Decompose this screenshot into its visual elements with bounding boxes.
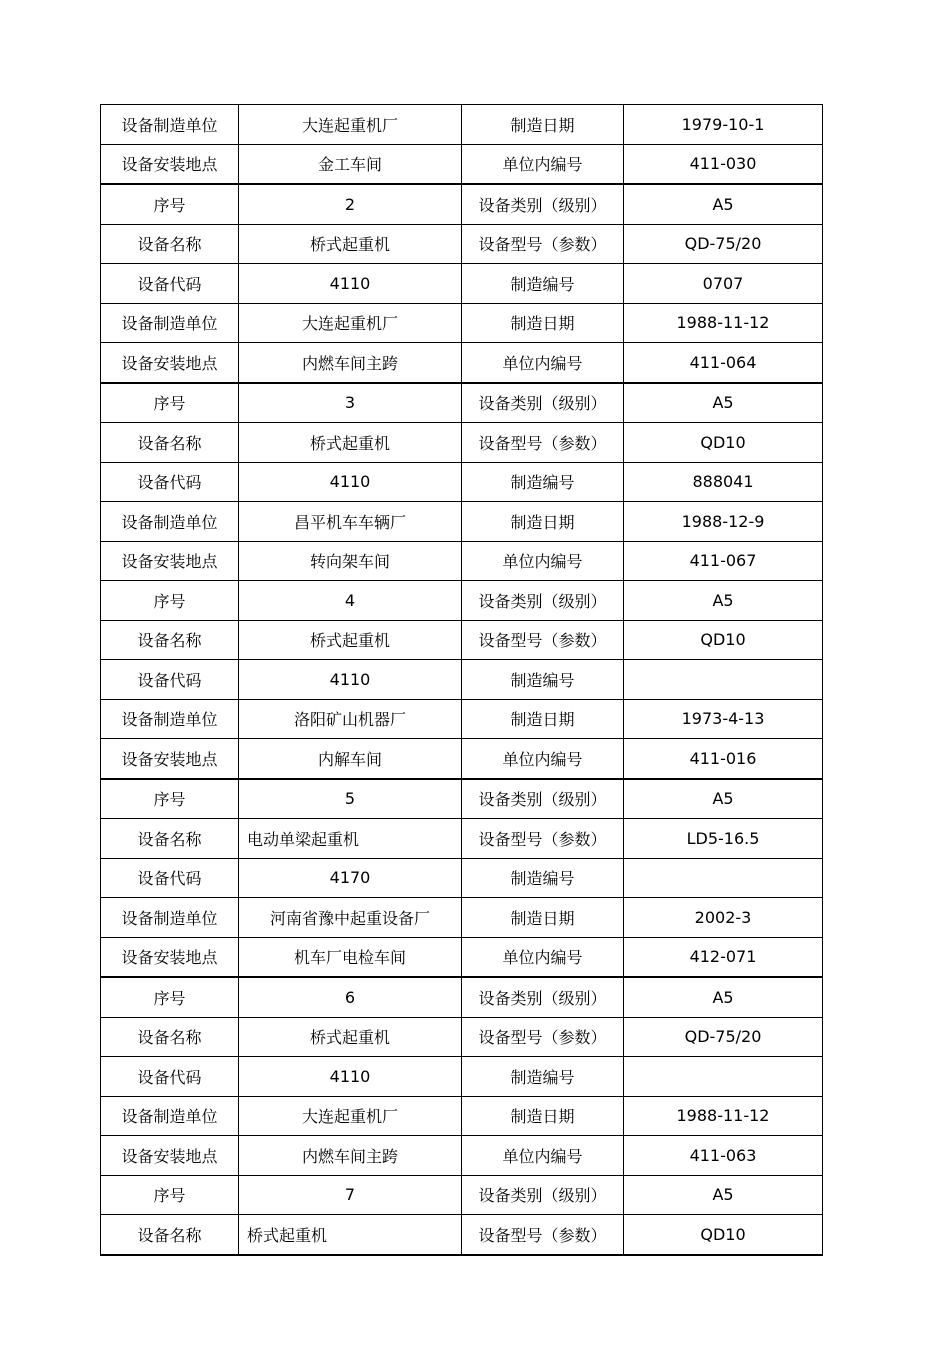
field-label-cell: 设备名称 xyxy=(101,224,239,264)
field-value-cell: 4110 xyxy=(239,264,462,304)
field-value-cell: 4110 xyxy=(239,462,462,502)
field-label-cell: 设备安装地点 xyxy=(101,343,239,383)
field-label-cell: 设备型号（参数） xyxy=(462,819,624,859)
table-row xyxy=(101,144,823,184)
equipment-table-body xyxy=(101,105,823,1255)
table-row xyxy=(101,977,823,1017)
field-value-cell: LD5-16.5 xyxy=(624,819,823,859)
field-label-cell: 设备制造单位 xyxy=(101,105,239,145)
field-value-cell: A5 xyxy=(624,977,823,1017)
table-row xyxy=(101,660,823,700)
field-value-cell: 4170 xyxy=(239,858,462,898)
field-value-cell: 桥式起重机 xyxy=(239,423,462,463)
field-label-cell: 单位内编号 xyxy=(462,144,624,184)
field-label-cell: 设备代码 xyxy=(101,858,239,898)
field-value-cell: 转向架车间 xyxy=(239,541,462,581)
field-label-cell: 设备类别（级别） xyxy=(462,581,624,621)
field-label-cell: 制造日期 xyxy=(462,1096,624,1136)
field-value-cell: 2 xyxy=(239,184,462,224)
field-label-cell: 设备名称 xyxy=(101,1215,239,1255)
field-label-cell: 设备名称 xyxy=(101,1017,239,1057)
field-value-cell xyxy=(624,1057,823,1097)
field-label-cell: 设备代码 xyxy=(101,1057,239,1097)
field-label-cell: 单位内编号 xyxy=(462,1136,624,1176)
field-value-cell: 金工车间 xyxy=(239,144,462,184)
table-row xyxy=(101,541,823,581)
field-value-cell: 内燃车间主跨 xyxy=(239,1136,462,1176)
field-value-cell: 411-067 xyxy=(624,541,823,581)
equipment-table xyxy=(100,104,823,1256)
field-label-cell: 设备制造单位 xyxy=(101,502,239,542)
field-value-cell xyxy=(624,660,823,700)
field-value-cell: 1988-12-9 xyxy=(624,502,823,542)
table-row xyxy=(101,819,823,859)
field-label-cell: 设备制造单位 xyxy=(101,699,239,739)
field-label-cell: 序号 xyxy=(101,779,239,819)
field-value-cell: 4110 xyxy=(239,1057,462,1097)
field-value-cell: 1988-11-12 xyxy=(624,1096,823,1136)
field-label-cell: 设备名称 xyxy=(101,819,239,859)
field-value-cell: 桥式起重机 xyxy=(239,620,462,660)
field-value-cell: 7 xyxy=(239,1175,462,1215)
table-row xyxy=(101,699,823,739)
field-label-cell: 序号 xyxy=(101,977,239,1017)
field-value-cell: A5 xyxy=(624,383,823,423)
field-label-cell: 设备类别（级别） xyxy=(462,1175,624,1215)
field-label-cell: 设备型号（参数） xyxy=(462,1017,624,1057)
table-row xyxy=(101,1017,823,1057)
field-value-cell: QD10 xyxy=(624,1215,823,1255)
field-value-cell: QD10 xyxy=(624,620,823,660)
field-value-cell: 2002-3 xyxy=(624,898,823,938)
field-label-cell: 设备名称 xyxy=(101,423,239,463)
field-value-cell: 4110 xyxy=(239,660,462,700)
field-value-cell xyxy=(624,858,823,898)
table-row xyxy=(101,1215,823,1255)
table-row xyxy=(101,1057,823,1097)
table-row xyxy=(101,898,823,938)
field-value-cell: 6 xyxy=(239,977,462,1017)
table-row xyxy=(101,105,823,145)
field-label-cell: 单位内编号 xyxy=(462,541,624,581)
field-value-cell: 412-071 xyxy=(624,937,823,977)
field-value-cell: A5 xyxy=(624,1175,823,1215)
field-label-cell: 设备类别（级别） xyxy=(462,184,624,224)
field-value-cell: 411-016 xyxy=(624,739,823,779)
field-label-cell: 制造日期 xyxy=(462,303,624,343)
field-value-cell: 888041 xyxy=(624,462,823,502)
field-label-cell: 制造编号 xyxy=(462,660,624,700)
field-value-cell: 机车厂电检车间 xyxy=(239,937,462,977)
field-value-cell: 1973-4-13 xyxy=(624,699,823,739)
field-label-cell: 设备代码 xyxy=(101,660,239,700)
table-row xyxy=(101,264,823,304)
field-label-cell: 制造日期 xyxy=(462,502,624,542)
field-value-cell: 大连起重机厂 xyxy=(239,105,462,145)
table-row xyxy=(101,779,823,819)
field-label-cell: 设备类别（级别） xyxy=(462,779,624,819)
field-label-cell: 单位内编号 xyxy=(462,739,624,779)
field-value-cell: 内燃车间主跨 xyxy=(239,343,462,383)
field-label-cell: 制造编号 xyxy=(462,264,624,304)
field-label-cell: 设备类别（级别） xyxy=(462,383,624,423)
field-label-cell: 制造日期 xyxy=(462,898,624,938)
table-row xyxy=(101,581,823,621)
field-label-cell: 设备制造单位 xyxy=(101,898,239,938)
field-value-cell: A5 xyxy=(624,581,823,621)
field-value-cell: 1988-11-12 xyxy=(624,303,823,343)
field-value-cell: QD10 xyxy=(624,423,823,463)
field-label-cell: 设备代码 xyxy=(101,264,239,304)
field-value-cell: 411-064 xyxy=(624,343,823,383)
field-value-cell: 洛阳矿山机器厂 xyxy=(239,699,462,739)
field-label-cell: 序号 xyxy=(101,184,239,224)
field-value-cell: 河南省豫中起重设备厂 xyxy=(239,898,462,938)
field-value-cell: QD-75/20 xyxy=(624,1017,823,1057)
table-row xyxy=(101,858,823,898)
field-label-cell: 序号 xyxy=(101,581,239,621)
field-label-cell: 设备安装地点 xyxy=(101,541,239,581)
field-value-cell: 桥式起重机 xyxy=(239,1017,462,1057)
table-row xyxy=(101,184,823,224)
field-value-cell: 电动单梁起重机 xyxy=(239,819,462,859)
field-value-cell: 大连起重机厂 xyxy=(239,1096,462,1136)
field-value-cell: 4 xyxy=(239,581,462,621)
field-label-cell: 设备代码 xyxy=(101,462,239,502)
field-value-cell: 0707 xyxy=(624,264,823,304)
field-label-cell: 设备型号（参数） xyxy=(462,423,624,463)
field-value-cell: A5 xyxy=(624,779,823,819)
table-row xyxy=(101,462,823,502)
field-value-cell: 内解车间 xyxy=(239,739,462,779)
table-row xyxy=(101,937,823,977)
field-label-cell: 单位内编号 xyxy=(462,343,624,383)
table-row xyxy=(101,1175,823,1215)
equipment-register-sheet xyxy=(100,104,822,1256)
field-label-cell: 设备名称 xyxy=(101,620,239,660)
field-label-cell: 制造日期 xyxy=(462,699,624,739)
table-row xyxy=(101,303,823,343)
field-label-cell: 设备型号（参数） xyxy=(462,620,624,660)
field-label-cell: 制造编号 xyxy=(462,858,624,898)
field-label-cell: 设备制造单位 xyxy=(101,1096,239,1136)
field-label-cell: 制造编号 xyxy=(462,462,624,502)
field-label-cell: 设备安装地点 xyxy=(101,739,239,779)
field-label-cell: 制造日期 xyxy=(462,105,624,145)
table-row xyxy=(101,423,823,463)
field-value-cell: 昌平机车车辆厂 xyxy=(239,502,462,542)
field-label-cell: 设备制造单位 xyxy=(101,303,239,343)
field-value-cell: 桥式起重机 xyxy=(239,1215,462,1255)
field-value-cell: 1979-10-1 xyxy=(624,105,823,145)
field-label-cell: 设备安装地点 xyxy=(101,1136,239,1176)
table-row xyxy=(101,502,823,542)
table-row xyxy=(101,1136,823,1176)
field-value-cell: QD-75/20 xyxy=(624,224,823,264)
field-value-cell: A5 xyxy=(624,184,823,224)
field-value-cell: 411-030 xyxy=(624,144,823,184)
table-row xyxy=(101,620,823,660)
field-value-cell: 大连起重机厂 xyxy=(239,303,462,343)
table-row xyxy=(101,224,823,264)
field-label-cell: 单位内编号 xyxy=(462,937,624,977)
field-label-cell: 制造编号 xyxy=(462,1057,624,1097)
table-row xyxy=(101,1096,823,1136)
table-row xyxy=(101,739,823,779)
field-label-cell: 设备安装地点 xyxy=(101,144,239,184)
field-value-cell: 桥式起重机 xyxy=(239,224,462,264)
table-row xyxy=(101,343,823,383)
field-value-cell: 5 xyxy=(239,779,462,819)
field-label-cell: 设备类别（级别） xyxy=(462,977,624,1017)
table-row xyxy=(101,383,823,423)
field-value-cell: 3 xyxy=(239,383,462,423)
field-value-cell: 411-063 xyxy=(624,1136,823,1176)
field-label-cell: 序号 xyxy=(101,1175,239,1215)
field-label-cell: 设备型号（参数） xyxy=(462,1215,624,1255)
field-label-cell: 设备型号（参数） xyxy=(462,224,624,264)
field-label-cell: 设备安装地点 xyxy=(101,937,239,977)
field-label-cell: 序号 xyxy=(101,383,239,423)
